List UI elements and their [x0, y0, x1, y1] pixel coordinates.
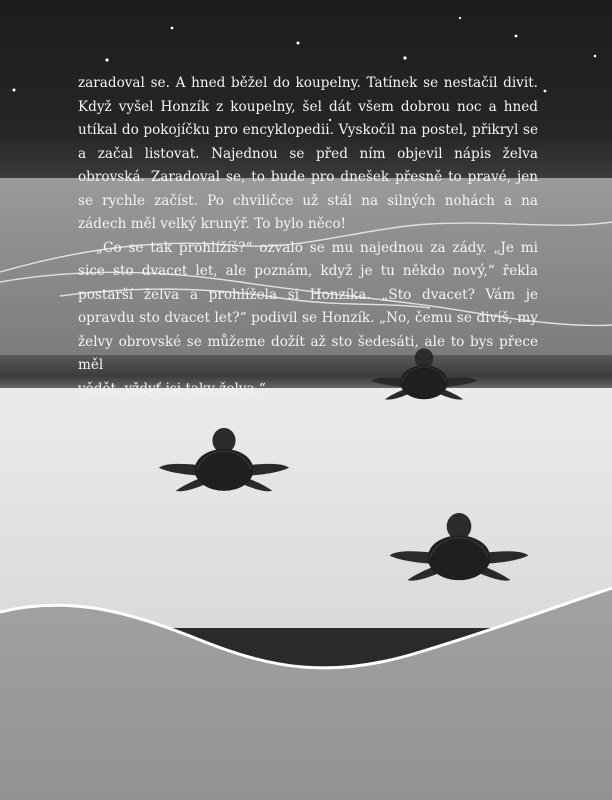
story-paragraph-2-end: vědět, vždyť jsi taky želva.“	[78, 380, 266, 397]
story-paragraph-2: „Co se tak prohlížíš?“ ozvalo se mu najednou za zády. „Je mi sice sto dvacet let, ale poznám, když je tu někdo nový,“ řekla postarší želva a prohlížela si Honzíka. „Sto dvacet? Vám je opravdu sto dvacet let?“ podivil se Honzík. „No, čemu se divíš, my želvy obrovské se můžeme dožít až sto šedesáti, ale to bys přece měl	[78, 239, 538, 373]
story-paragraph-1: zaradoval se. A hned běžel do koupelny. Tatínek se nestačil divit. Když vyšel Honzík z koupelny, šel dát všem dobrou noc a hned utíkal do pokojíčku pro encyklopedii. Vyskočil na postel, přikryl se a začal listovat. Najednou se před ním objevil nápis želva obrovská. Zaradoval se, to bude pro dnešek přesně to pravé, jen se rychle začíst. Po chviličce už stál na silných nohách a na zádech měl velký krunýř. To bylo něco!	[78, 75, 538, 232]
beach-sand	[0, 388, 612, 628]
story-text	[78, 72, 538, 401]
